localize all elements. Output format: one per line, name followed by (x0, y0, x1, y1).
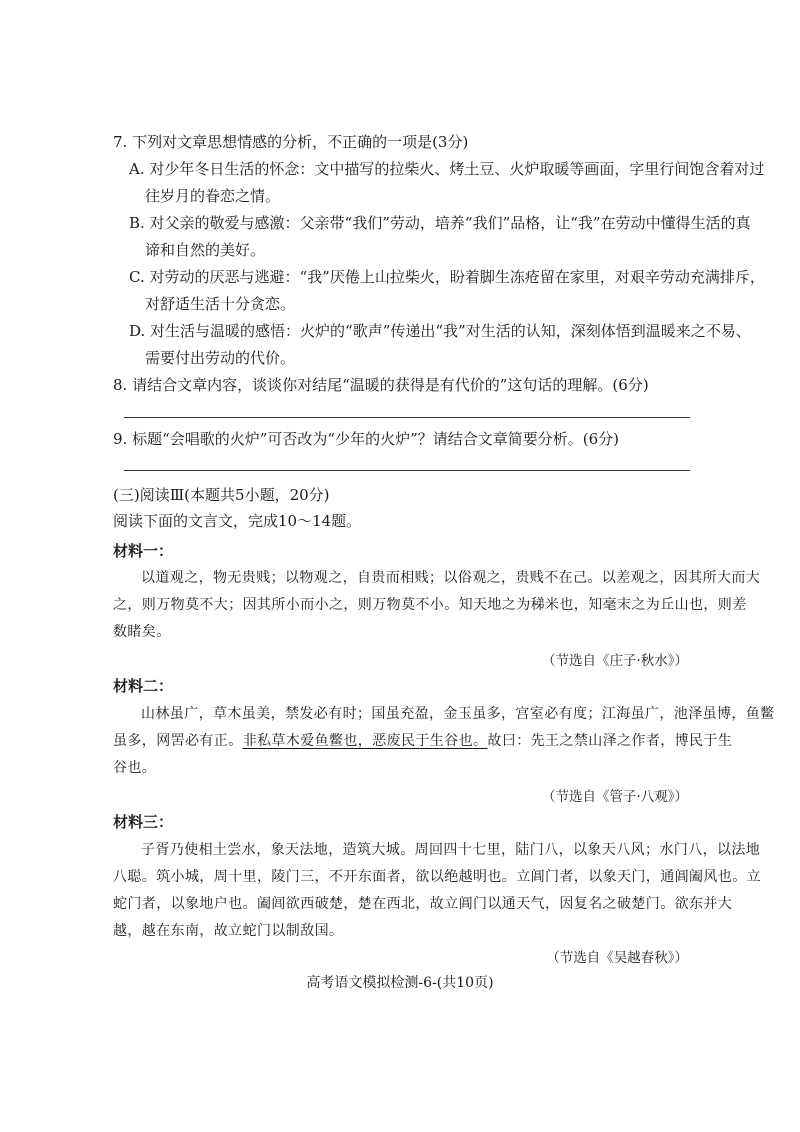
section-title: (三)阅读Ⅲ(本题共5小题，20分) (113, 486, 330, 504)
material-3-line: 子胥乃使相土尝水，象天法地，造筑大城。周回四十七里，陆门八，以象天八风；水门八，以法地 (141, 842, 761, 858)
material-1-line: 数睹矣。 (113, 624, 171, 640)
material-3-source: （节选自《吴越春秋》） (546, 950, 688, 966)
material-2-line: 谷也。 (113, 760, 157, 776)
option-d-line1: D. 对生活与温暖的感悟：火炉的“歌声”传递出“我”对生活的认知，深刻体悟到温暖来之不易、 (129, 322, 751, 340)
material-3-line: 越，越在东南，故立蛇门以制敌国。 (113, 923, 344, 939)
material-3-heading: 材料三： (113, 813, 174, 831)
material-3-line: 蛇门者，以象地户也。阖闾欲西破楚，楚在西北，故立阊门以通天气，因复名之破楚门。欲东并大 (113, 896, 733, 912)
section-instruction: 阅读下面的文言文，完成10～14题。 (113, 512, 362, 530)
material-2-text: 故曰：先王之禁山泽之作者，博民于生 (487, 733, 733, 749)
answer-line-q8[interactable] (124, 417, 690, 418)
material-1-line: 以道观之，物无贵贱；以物观之，自贵而相贱；以俗观之，贵贱不在己。以差观之，因其所大而大 (141, 570, 761, 586)
material-3-line: 八聪。筑小城，周十里，陵门三，不开东面者，欲以绝越明也。立阊门者，以象天门，通阊阖风也。立 (113, 869, 761, 885)
material-2-line: 山林虽广，草木虽美，禁发必有时；国虽充盈，金玉虽多，宫室必有度；江海虽广，池泽虽博，鱼鳖 (141, 706, 775, 722)
question-8: 8. 请结合文章内容，谈谈你对结尾“温暖的获得是有代价的”这句话的理解。(6分) (113, 376, 649, 394)
material-2-heading: 材料二： (113, 677, 174, 695)
page-footer: 高考语文模拟检测-6-(共10页) (306, 975, 494, 991)
material-2-source: （节选自《管子·八观》） (541, 789, 688, 805)
option-c-line1: C. 对劳动的厌恶与逃避：“我”厌倦上山拉柴火，盼着脚生冻疮留在家里，对艰辛劳动充满排斥， (129, 268, 765, 286)
material-1-line: 之，则万物莫不大；因其所小而小之，则万物莫不小。知天地之为稊米也，知毫末之为丘山也，则差 (113, 597, 747, 613)
question-7-stem: 7. 下列对文章思想情感的分析，不正确的一项是(3分) (113, 133, 469, 151)
option-b-line2: 谛和自然的美好。 (145, 241, 266, 259)
option-c-line2: 对舒适生活十分贪恋。 (145, 295, 296, 313)
material-1-source: （节选自《庄子·秋水》） (541, 653, 688, 669)
material-2-text: 虽多，网罟必有正。 (113, 733, 243, 749)
option-a-line2: 往岁月的眷恋之情。 (145, 187, 281, 205)
underlined-sentence: 非私草木爱鱼鳖也，恶废民于生谷也。 (242, 733, 488, 749)
material-1-heading: 材料一： (113, 542, 174, 560)
material-2-line (113, 730, 732, 750)
option-b-line1: B. 对父亲的敬爱与感激：父亲带“我们”劳动，培养“我们”品格，让“我”在劳动中懂得生活的真 (129, 214, 751, 232)
option-d-line2: 需要付出劳动的代价。 (145, 349, 296, 367)
option-a-line1: A. 对少年冬日生活的怀念：文中描写的拉柴火、烤土豆、火炉取暖等画面，字里行间饱含着对过 (129, 160, 765, 178)
answer-line-q9[interactable] (124, 470, 690, 471)
question-9: 9. 标题“会唱歌的火炉”可否改为“少年的火炉”？请结合文章简要分析。(6分) (113, 430, 620, 448)
